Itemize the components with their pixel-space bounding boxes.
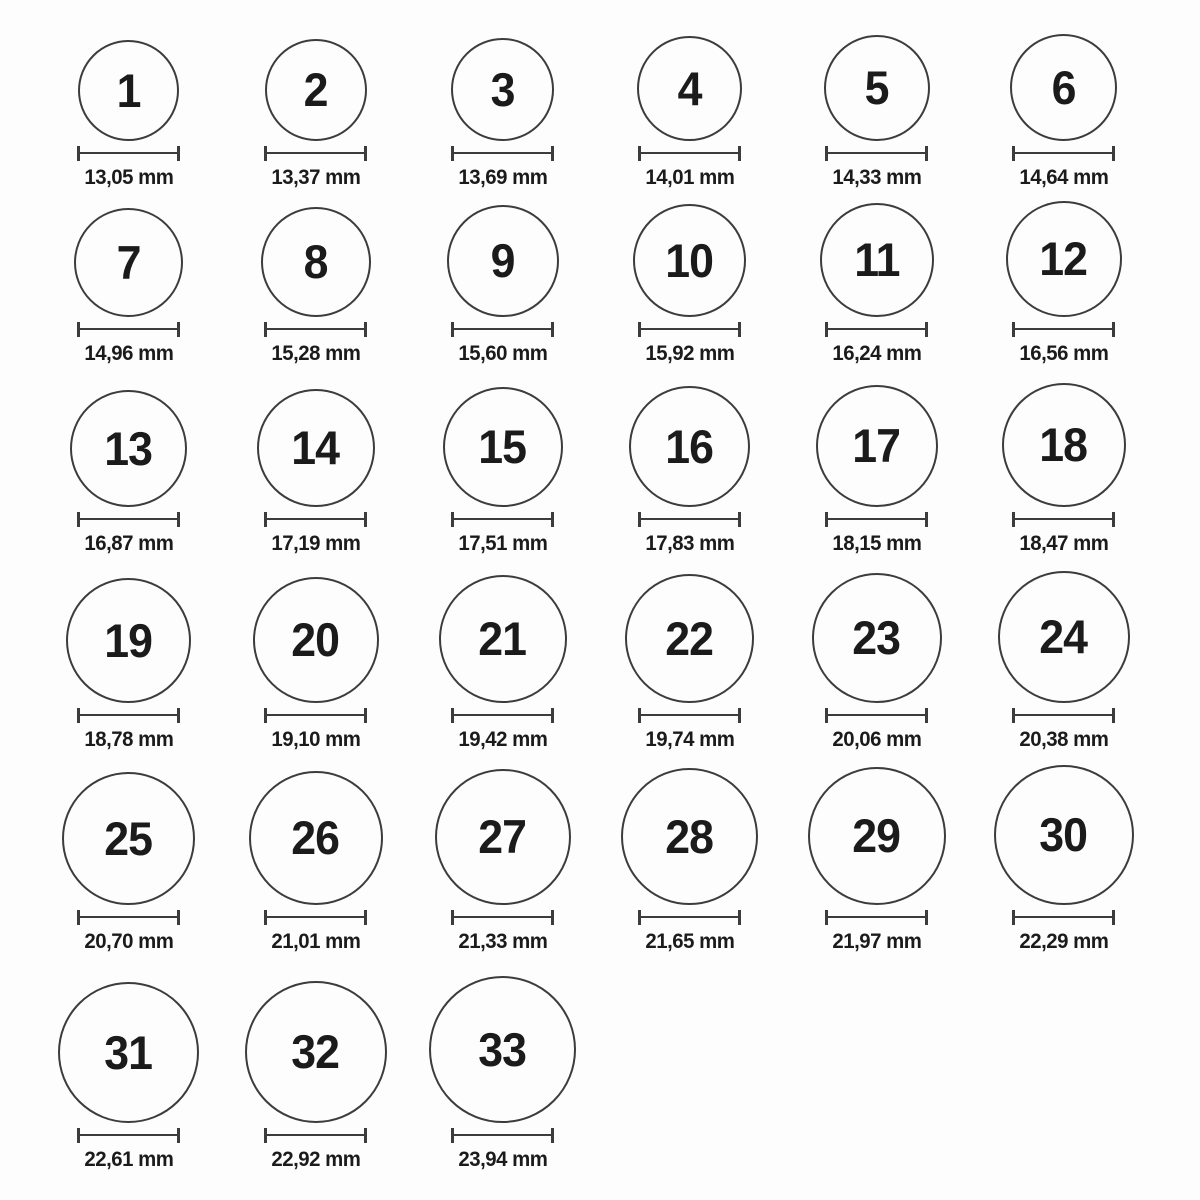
diameter-label: 21,97 mm xyxy=(832,929,921,953)
ring-size-item xyxy=(35,24,222,196)
diameter-dimension-line xyxy=(825,512,928,527)
size-number: 20 xyxy=(291,613,340,667)
size-circle xyxy=(447,205,559,317)
diameter-dimension-line xyxy=(451,708,554,723)
size-circle xyxy=(58,982,199,1123)
size-number: 23 xyxy=(852,611,901,665)
diameter-label: 13,37 mm xyxy=(271,165,360,189)
ring-size-item xyxy=(35,758,222,960)
ring-size-item xyxy=(596,196,783,372)
ring-size-item xyxy=(222,960,409,1178)
size-circle xyxy=(257,389,375,507)
ring-size-item xyxy=(409,960,596,1178)
diameter-dimension-line xyxy=(638,512,741,527)
size-number: 27 xyxy=(478,810,527,864)
size-number: 5 xyxy=(864,61,889,115)
diameter-dimension-line xyxy=(638,146,741,161)
diameter-label: 16,24 mm xyxy=(832,341,921,365)
diameter-dimension-line xyxy=(638,322,741,337)
diameter-dimension-line xyxy=(77,322,180,337)
diameter-dimension-line xyxy=(264,910,367,925)
diameter-dimension-line xyxy=(451,322,554,337)
ring-size-item xyxy=(596,372,783,562)
diameter-label: 15,60 mm xyxy=(458,341,547,365)
diameter-label: 20,06 mm xyxy=(832,727,921,751)
size-circle xyxy=(70,390,187,507)
size-number: 11 xyxy=(853,233,900,287)
diameter-label: 20,38 mm xyxy=(1019,727,1108,751)
diameter-label: 18,78 mm xyxy=(84,727,173,751)
size-number: 1 xyxy=(116,63,141,117)
diameter-label: 15,28 mm xyxy=(271,341,360,365)
size-number: 7 xyxy=(116,235,141,289)
size-circle xyxy=(429,976,576,1123)
size-number: 6 xyxy=(1051,60,1076,114)
ring-size-item xyxy=(596,562,783,758)
diameter-dimension-line xyxy=(451,512,554,527)
diameter-dimension-line xyxy=(77,1128,180,1143)
ring-size-item xyxy=(596,24,783,196)
ring-size-item xyxy=(35,960,222,1178)
ring-size-item xyxy=(35,196,222,372)
ring-size-item xyxy=(783,372,970,562)
diameter-label: 22,61 mm xyxy=(84,1147,173,1171)
diameter-label: 17,83 mm xyxy=(645,531,734,555)
size-circle xyxy=(820,203,934,317)
diameter-label: 13,69 mm xyxy=(458,165,547,189)
ring-size-item xyxy=(222,196,409,372)
ring-size-item xyxy=(970,758,1157,960)
ring-size-item xyxy=(222,372,409,562)
diameter-dimension-line xyxy=(264,146,367,161)
diameter-label: 19,10 mm xyxy=(271,727,360,751)
diameter-label: 21,65 mm xyxy=(645,929,734,953)
diameter-label: 17,51 mm xyxy=(458,531,547,555)
diameter-dimension-line xyxy=(1012,708,1115,723)
ring-size-item xyxy=(970,24,1157,196)
diameter-dimension-line xyxy=(264,708,367,723)
diameter-dimension-line xyxy=(77,708,180,723)
size-circle xyxy=(629,386,750,507)
diameter-dimension-line xyxy=(451,1128,554,1143)
size-number: 33 xyxy=(478,1022,527,1076)
size-circle xyxy=(998,571,1130,703)
diameter-label: 21,33 mm xyxy=(458,929,547,953)
diameter-label: 14,33 mm xyxy=(832,165,921,189)
size-circle xyxy=(62,772,195,905)
ring-size-item xyxy=(409,758,596,960)
size-circle xyxy=(625,574,754,703)
ring-size-item xyxy=(222,562,409,758)
diameter-dimension-line xyxy=(77,146,180,161)
size-circle xyxy=(812,573,942,703)
ring-size-item xyxy=(783,196,970,372)
size-circle xyxy=(816,385,938,507)
diameter-label: 18,47 mm xyxy=(1019,531,1108,555)
size-circle xyxy=(1006,201,1122,317)
size-number: 30 xyxy=(1039,808,1088,862)
diameter-label: 17,19 mm xyxy=(271,531,360,555)
ring-size-item xyxy=(222,24,409,196)
diameter-dimension-line xyxy=(264,1128,367,1143)
diameter-label: 16,56 mm xyxy=(1019,341,1108,365)
size-circle xyxy=(637,36,742,141)
size-circle xyxy=(245,981,387,1123)
diameter-dimension-line xyxy=(451,146,554,161)
diameter-dimension-line xyxy=(825,708,928,723)
ring-size-item xyxy=(970,562,1157,758)
ring-size-item xyxy=(970,196,1157,372)
diameter-dimension-line xyxy=(825,910,928,925)
ring-size-item xyxy=(35,372,222,562)
diameter-dimension-line xyxy=(638,708,741,723)
diameter-label: 21,01 mm xyxy=(271,929,360,953)
size-number: 25 xyxy=(104,811,153,865)
ring-size-item xyxy=(222,758,409,960)
size-number: 32 xyxy=(291,1025,340,1079)
size-number: 2 xyxy=(303,63,328,117)
size-circle xyxy=(435,769,571,905)
size-circle xyxy=(808,767,946,905)
size-number: 24 xyxy=(1039,610,1088,664)
size-number: 16 xyxy=(665,419,714,473)
size-circle xyxy=(443,387,563,507)
diameter-label: 13,05 mm xyxy=(84,165,173,189)
size-number: 3 xyxy=(490,62,515,116)
diameter-dimension-line xyxy=(825,146,928,161)
diameter-dimension-line xyxy=(1012,512,1115,527)
size-circle xyxy=(66,578,191,703)
diameter-label: 18,15 mm xyxy=(832,531,921,555)
size-number: 18 xyxy=(1039,418,1088,472)
diameter-label: 16,87 mm xyxy=(84,531,173,555)
size-circle xyxy=(439,575,567,703)
size-circle xyxy=(824,35,930,141)
diameter-dimension-line xyxy=(825,322,928,337)
diameter-label: 22,29 mm xyxy=(1019,929,1108,953)
size-circle xyxy=(78,40,179,141)
diameter-dimension-line xyxy=(1012,322,1115,337)
size-number: 17 xyxy=(852,419,901,473)
size-number: 29 xyxy=(852,809,901,863)
size-number: 4 xyxy=(677,61,702,115)
size-circle xyxy=(994,765,1134,905)
size-circle xyxy=(249,771,383,905)
size-number: 10 xyxy=(665,233,714,287)
size-number: 15 xyxy=(478,420,527,474)
diameter-dimension-line xyxy=(264,322,367,337)
diameter-label: 14,01 mm xyxy=(645,165,734,189)
diameter-dimension-line xyxy=(264,512,367,527)
size-circle xyxy=(1002,383,1126,507)
ring-size-item xyxy=(409,196,596,372)
size-number: 21 xyxy=(478,612,527,666)
diameter-dimension-line xyxy=(638,910,741,925)
ring-size-item xyxy=(409,562,596,758)
size-number: 19 xyxy=(104,613,153,667)
size-circle xyxy=(253,577,379,703)
size-circle xyxy=(261,207,371,317)
size-circle xyxy=(265,39,367,141)
ring-size-item xyxy=(783,24,970,196)
diameter-dimension-line xyxy=(1012,910,1115,925)
ring-size-item xyxy=(596,758,783,960)
size-number: 14 xyxy=(291,421,340,475)
diameter-label: 14,96 mm xyxy=(84,341,173,365)
diameter-label: 15,92 mm xyxy=(645,341,734,365)
size-number: 9 xyxy=(490,234,515,288)
size-number: 8 xyxy=(303,235,328,289)
diameter-dimension-line xyxy=(1012,146,1115,161)
diameter-label: 19,42 mm xyxy=(458,727,547,751)
size-circle xyxy=(1010,34,1117,141)
size-number: 12 xyxy=(1039,232,1088,286)
diameter-label: 14,64 mm xyxy=(1019,165,1108,189)
size-number: 13 xyxy=(104,421,153,475)
size-circle xyxy=(621,768,758,905)
diameter-dimension-line xyxy=(77,512,180,527)
size-circle xyxy=(633,204,746,317)
ring-size-item xyxy=(783,562,970,758)
size-number: 28 xyxy=(665,809,714,863)
diameter-label: 22,92 mm xyxy=(271,1147,360,1171)
size-number: 31 xyxy=(104,1025,153,1079)
ring-size-item xyxy=(409,24,596,196)
diameter-label: 19,74 mm xyxy=(645,727,734,751)
diameter-label: 23,94 mm xyxy=(458,1147,547,1171)
size-number: 26 xyxy=(291,811,340,865)
ring-size-item xyxy=(970,372,1157,562)
size-circle xyxy=(451,38,554,141)
ring-size-item xyxy=(409,372,596,562)
ring-size-item xyxy=(783,758,970,960)
diameter-dimension-line xyxy=(451,910,554,925)
diameter-label: 20,70 mm xyxy=(84,929,173,953)
size-number: 22 xyxy=(665,611,714,665)
ring-size-item xyxy=(35,562,222,758)
size-circle xyxy=(74,208,183,317)
diameter-dimension-line xyxy=(77,910,180,925)
